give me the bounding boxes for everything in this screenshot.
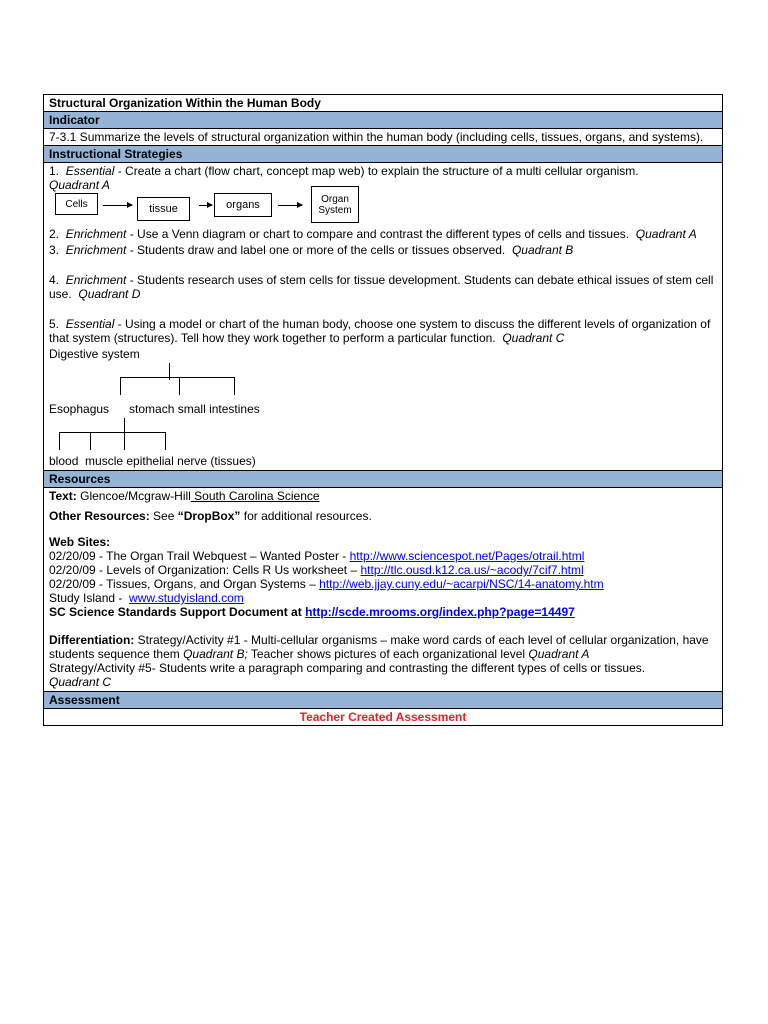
tree-tissues-label: blood muscle epithelial nerve (tissues): [49, 454, 256, 468]
flow-arrow: [103, 205, 132, 206]
strategy-2: 2. Enrichment - Use a Venn diagram or chart to compare and contrast the different types of cells and tissues. Quadrant A: [49, 227, 697, 241]
flow-box-cells: Cells: [55, 193, 98, 215]
web-site-3: 02/20/09 - Tissues, Organs, and Organ Systems – http://web.jjay.cuny.edu/~acarpi/NSC/14-anatomy.htm: [49, 577, 604, 591]
resources-header: Resources: [44, 471, 722, 488]
web-link-1[interactable]: http://www.sciencespot.net/Pages/otrail.html: [349, 549, 585, 563]
strategies-header: Instructional Strategies: [44, 146, 722, 163]
resources-other-line: Other Resources: See “DropBox” for additional resources.: [49, 509, 372, 523]
flow-chart: [52, 192, 717, 227]
web-link-3[interactable]: http://web.jjay.cuny.edu/~acarpi/NSC/14-anatomy.htm: [319, 577, 604, 591]
assessment-text: Teacher Created Assessment: [299, 710, 467, 724]
flow-arrow: [278, 205, 302, 206]
flow-box-tissue: tissue: [137, 197, 190, 221]
lesson-plan-table: [43, 94, 723, 726]
web-site-2: 02/20/09 - Levels of Organization: Cells R Us worksheet – http://tlc.ousd.k12.ca.us/~acody/7cif7.html: [49, 563, 584, 577]
tree-root-label: Digestive system: [49, 347, 140, 361]
tree-organs-label: Esophagus stomach small intestines: [49, 402, 260, 416]
quadrant-label: Quadrant A: [49, 178, 110, 192]
assessment-header: Assessment: [44, 692, 722, 709]
strategy-4: 4. Enrichment - Students research uses of stem cells for tissue development. Students can debate ethical issues of stem cell use. Quadrant D: [49, 273, 714, 301]
tree-connectors-level-1: [49, 361, 717, 391]
web-sites-label: Web Sites:: [49, 535, 111, 549]
tree-connectors-level-2: [49, 416, 717, 454]
strategies-body: [44, 163, 722, 471]
flow-arrow: [199, 205, 212, 206]
web-link-2[interactable]: http://tlc.ousd.k12.ca.us/~acody/7cif7.html: [360, 563, 584, 577]
document-title: Structural Organization Within the Human Body: [44, 95, 722, 112]
sc-standards-line: SC Science Standards Support Document at http://scde.mrooms.org/index.php?page=14497: [49, 605, 575, 619]
sc-standards-link[interactable]: http://scde.mrooms.org/index.php?page=14497: [305, 605, 575, 619]
web-site-4: Study Island - www.studyisland.com: [49, 591, 244, 605]
flow-box-organs: organs: [214, 193, 272, 217]
indicator-header: Indicator: [44, 112, 722, 129]
differentiation: Differentiation: Strategy/Activity #1 - Multi-cellular organisms – make word cards of each level of cellular organization, have students sequence them Quadrant B; Teacher shows pictures of each organizational level Quadrant A Strategy/Activity #5- Students write a paragraph comparing and contrasting the different types of cells or tissues. Quadrant C: [49, 633, 709, 689]
strategy-1: 1. Essential - Create a chart (flow chart, concept map web) to explain the structure of a multi cellular organism. Quadrant A: [49, 164, 639, 192]
web-link-4[interactable]: www.studyisland.com: [129, 591, 244, 605]
digestive-system-tree: [49, 347, 717, 468]
strategy-3: 3. Enrichment - Students draw and label one or more of the cells or tissues observed. Quadrant B: [49, 243, 574, 257]
flow-box-organ-system: Organ System: [311, 186, 359, 223]
web-site-1: 02/20/09 - The Organ Trail Webquest – Wanted Poster - http://www.sciencespot.net/Pages/otrail.html: [49, 549, 585, 563]
indicator-text: 7-3.1 Summarize the levels of structural organization within the human body (including cells, tissues, organs, and systems).: [44, 129, 722, 146]
strategy-5: 5. Essential - Using a model or chart of the human body, choose one system to discuss the different levels of organization of that system (structures). Tell how they work together to perform a particular function. Quadrant C: [49, 317, 711, 345]
resources-body: [44, 488, 722, 692]
resources-text-line: Text: Glencoe/Mcgraw-Hill South Carolina Science: [49, 489, 320, 503]
